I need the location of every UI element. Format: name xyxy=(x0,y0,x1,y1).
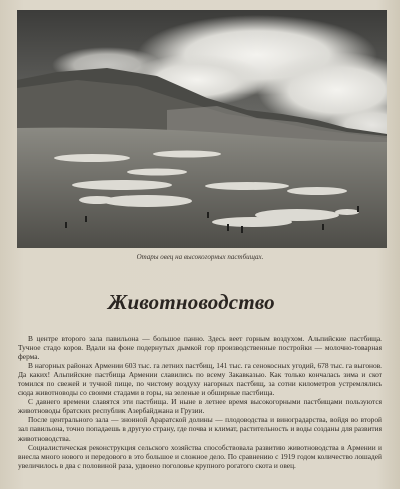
paragraph: После центрального зала — зноиной Араратской долины — плодоводства и виноградарства, войдя во второй зал павильона, точно попадаешь в другую страну, где почва и климат, растительность и воды созданы для развития животноводства. xyxy=(18,415,382,443)
paragraph: Социалистическая реконструкция сельского хозяйства способствовала развитию животноводства в Армении и внесла много нового и передового в это большое и сложное дело. По сравнению с 1919 годом количество лошадей увеличилось в два с половиной раза, удвоено поголовье крупного рогатого скота и овец. xyxy=(18,442,382,470)
body-text xyxy=(18,334,382,470)
paragraph: В центре второго зала павильона — большое панно. Здесь веет горным воздухом. Альпийские пастбища. Тучное стадо коров. Вдали на фоне подернутых дымкой гор производственные постройки — молочно-товарная ферма. xyxy=(18,334,382,362)
section-title: Животноводство xyxy=(108,290,275,314)
paragraph: В нагорных районах Армении 603 тыс. га летних пастбищ, 141 тыс. га сенокосных угодий, 678 тыс. га выгонов. Да каких! Альпийские пастбища Армении славились по всему Закавказью. Как только кончалась зима и скот томился по свежей и тучной пище, по чистому воздуху нагорных пастбищ, за сотни километров устремлялись сюда животноводы со своими стадами в горы, на зеленые и обширные пастбища. xyxy=(18,361,382,398)
photo-caption: Отары овец на высокогорных пастбищах. xyxy=(136,253,264,261)
sheep-pasture-photo xyxy=(17,10,387,248)
paragraph: С давнего времени славятся эти пастбища. И ныне в летнее время высокогорными пастбищами пользуются животноводы братских республик Азербайджана и Грузии. xyxy=(18,397,382,416)
